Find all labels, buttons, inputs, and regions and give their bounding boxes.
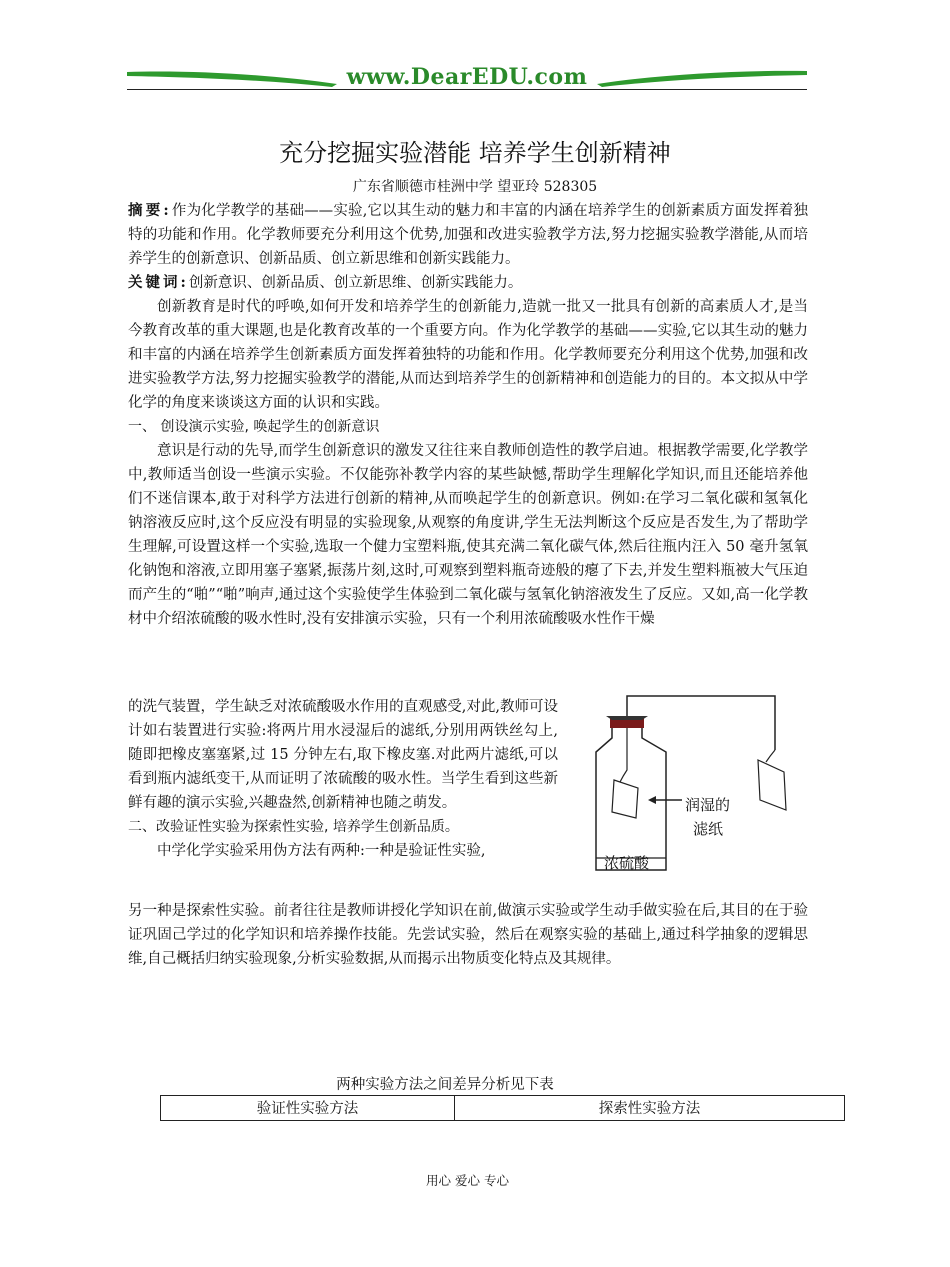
inner-filter-paper — [612, 780, 638, 818]
keywords — [128, 271, 808, 295]
outer-filter-paper — [758, 760, 786, 810]
keywords-text: 创新意识、创新品质、创立新思维、创新实践能力。 — [188, 275, 523, 291]
section2-paragraph: 另一种是探索性实验。前者往往是教师讲授化学知识在前,做演示实验或学生动手做实验在后,其目的在于验证巩固己学过的化学知识和培养操作技能。先尝试实验，然后在观察实验的基础上,通过科学抽象的逻辑思维,自己概括归纳实验现象,分析实验数据,从而揭示出物质变化特点及其规律。 — [128, 903, 808, 967]
front-matter — [128, 199, 808, 631]
stopper-top — [606, 716, 648, 720]
site-header — [127, 64, 807, 92]
table-header-cell: 探索性实验方法 — [455, 1096, 845, 1121]
intro-paragraph: 创新教育是时代的呼唤,如何开发和培养学生的创新能力,造就一批又一批具有创新的高素质人才,是当今教育改革的重大课题,也是化教育改革的一个重要方向。作为化学教学的基础——实验,它以其生动的魅力和丰富的内涵在培养学生创新素质方面发挥着独特的功能和作用。化学教师要充分利用这个优势,加强和改进实验教学方法,努力挖掘实验教学的潜能,从而达到培养学生的创新精神和创造能力的目的。本文拟从中学化学的角度来谈谈这方面的认识和实践。 — [128, 299, 808, 411]
page-footer: 用心 爱心 专心 — [426, 1173, 509, 1188]
section2-paragraph-start: 中学化学实验采用伪方法有两种:一种是验证性实验, — [157, 843, 486, 859]
table-caption: 两种实验方法之间差异分析见下表 — [336, 1077, 554, 1093]
section1-heading: 一、 创设演示实验, 唤起学生的创新意识 — [128, 419, 380, 435]
wrapped-text — [128, 695, 558, 863]
outer-hook — [766, 750, 775, 762]
table-header-cell: 验证性实验方法 — [161, 1096, 455, 1121]
apparatus-diagram — [590, 690, 815, 880]
label-wet-paper-2: 滤纸 — [693, 820, 724, 838]
site-url[interactable]: www.DearEDU.com — [346, 64, 588, 90]
table-header-row — [161, 1096, 845, 1121]
green-swoosh-right-icon — [592, 68, 807, 88]
abstract-text: 作为化学教学的基础——实验,它以其生动的魅力和丰富的内涵在培养学生的创新素质方面发挥着独特的功能和作用。化学教师要充分利用这个优势,加强和改进实验教学方法,努力挖掘实验教学潜能,从而培养学生的创新意识、创新品质、创立新思维和创新实践能力。 — [128, 203, 808, 267]
keywords-label: 关键词: — [128, 274, 189, 291]
section2-heading: 二、改验证性实验为探索性实验, 培养学生创新品质。 — [128, 819, 459, 835]
comparison-table — [160, 1095, 845, 1121]
section1-paragraph-continued: 的洗气装置，学生缺乏对浓硫酸吸水作用的直观感受,对此,教师可设计如右装置进行实验:将两片用水浸湿后的滤纸,分别用两铁丝勾上,随即把橡皮塞塞紧,过 15 分钟左右,取下橡皮塞.对此两片滤纸,可以看到瓶内滤纸变干,从而证明了浓硫酸的吸水性。当学生看到这些新鲜有趣的演示实验,兴趣盎然,创新精神也随之萌发。 — [128, 699, 558, 811]
label-sulfuric-acid: 浓硫酸 — [604, 854, 650, 872]
section2-body — [128, 899, 808, 971]
document-title: 充分挖掘实验潜能 培养学生创新精神 — [279, 139, 671, 167]
section1-paragraph: 意识是行动的先导,而学生创新意识的激发又往往来自教师创造性的教学启迪。根据教学需要,化学教学中,教师适当创设一些演示实验。不仅能弥补教学内容的某些缺憾,帮助学生理解化学知识,而且还能培养他们不迷信课本,敢于对科学方法进行创新的精神,从而唤起学生的创新意识。例如:在学习二氧化碳和氢氧化钠溶液反应时,这个反应没有明显的实验现象,从观察的角度讲,学生无法判断这个反应是否发生,为了帮助学生理解,可设置这样一个实验,选取一个健力宝塑料瓶,使其充满二氧化碳气体,然后往瓶内汪入 50 毫升氢氧化钠饱和溶液,立即用塞子塞紧,振荡片刻,这时,可观察到塑料瓶奇迹般的瘪了下去,并发生塑料瓶被大气压迫而产生的“啪”“啪”响声,通过这个实验使学生体验到二氧化碳与氢氧化钠溶液发生了反应。又如,高一化学教材中介绍浓硫酸的吸水性时,没有安排演示实验，只有一个利用浓硫酸吸水性作干燥 — [128, 443, 808, 627]
inner-hook — [620, 728, 627, 782]
abstract — [128, 199, 808, 271]
header-rule — [127, 89, 807, 90]
green-swoosh-left-icon — [127, 68, 342, 88]
label-wet-paper-1: 润湿的 — [685, 796, 731, 814]
author-line: 广东省顺德市桂洲中学 望亚玲 528305 — [352, 179, 598, 195]
pointer-arrow-head — [648, 796, 656, 804]
abstract-label: 摘要: — [128, 202, 172, 219]
